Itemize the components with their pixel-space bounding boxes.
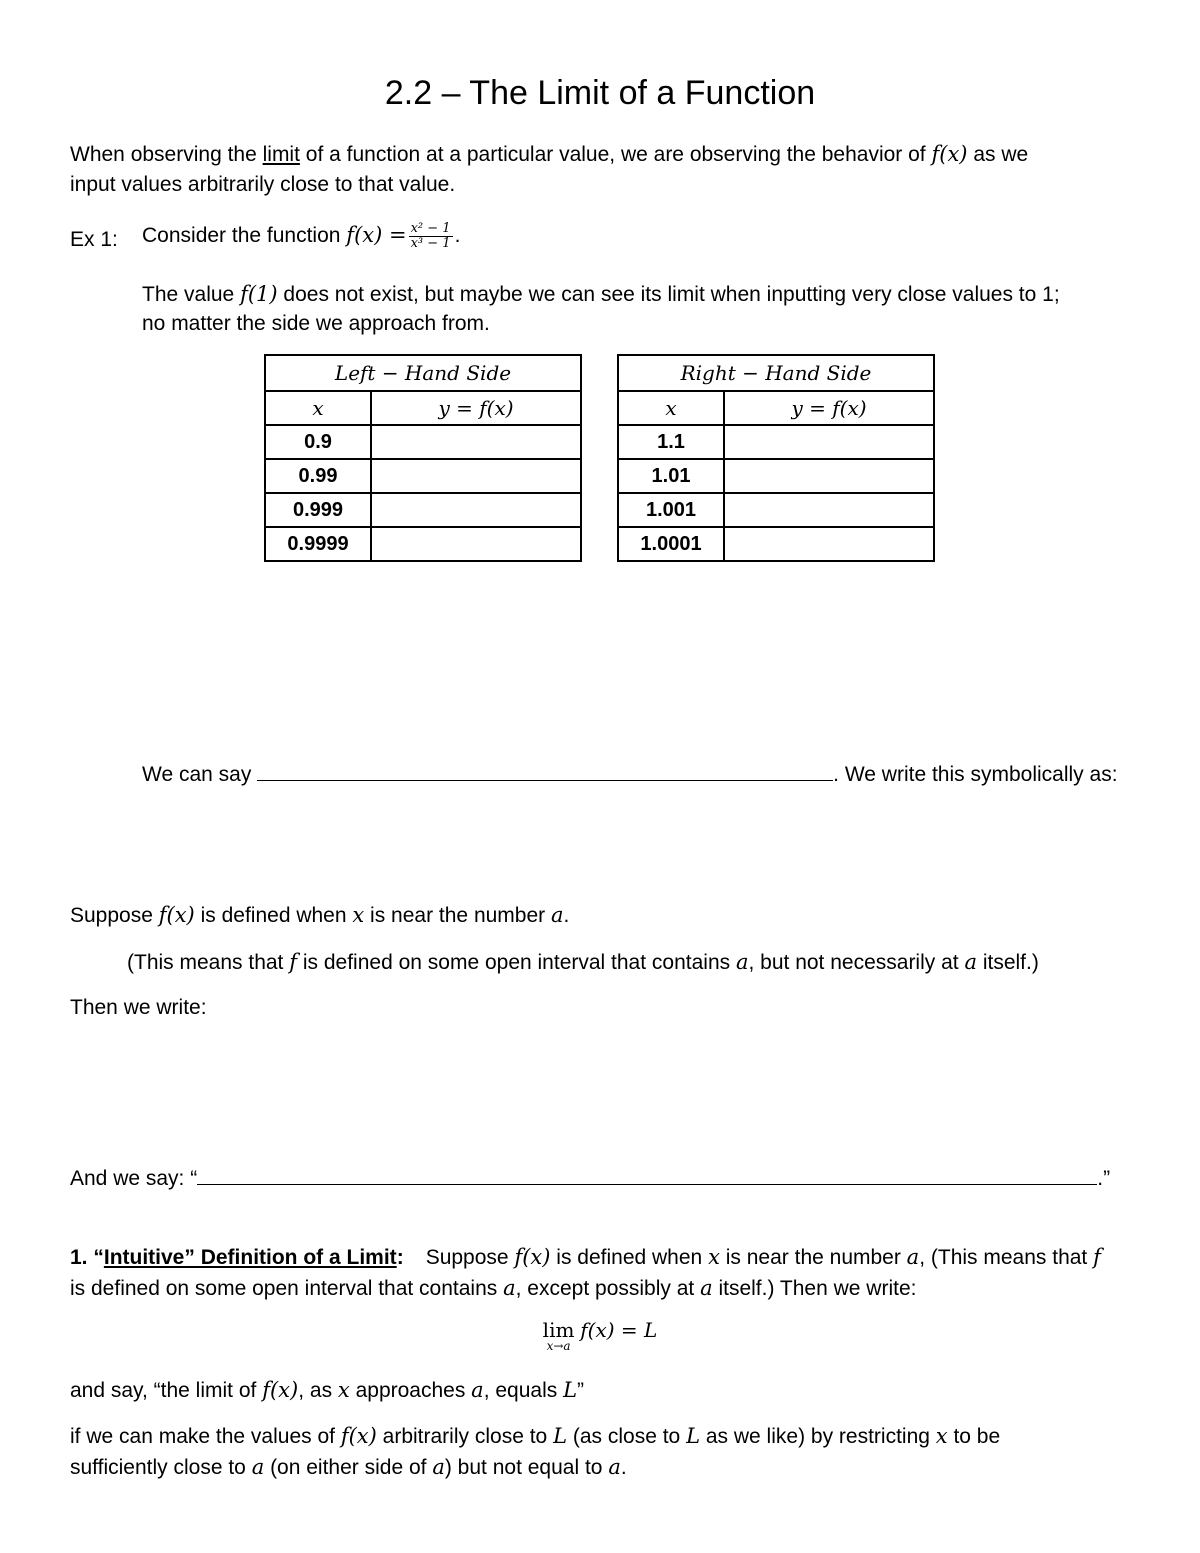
table-row (618, 493, 934, 527)
suppose-line (70, 903, 569, 928)
equals-sign: = (382, 223, 407, 248)
definition-text: itself.) Then we write: (712, 1277, 917, 1300)
math-a: a (503, 1276, 516, 1300)
and-say-text: , as (298, 1379, 338, 1402)
math-fx: f(x) (262, 1378, 299, 1402)
definition-number: 1. “ (70, 1246, 104, 1269)
math-fx: f(x) (346, 223, 383, 248)
y-value-blank[interactable] (371, 459, 581, 493)
table-row (618, 527, 934, 561)
if-we-text: sufficiently close to (70, 1456, 252, 1479)
math-a: a (608, 1455, 621, 1479)
math-f1: f(1) (240, 282, 278, 306)
left-hand-table (264, 354, 582, 562)
fraction-denominator: x³ − 1 (410, 236, 451, 251)
table-row (265, 425, 581, 459)
definition-text: , except possibly at (515, 1277, 701, 1300)
definition-line-1 (70, 1245, 1101, 1270)
math-L: L (563, 1378, 578, 1402)
definition-text: , (This means that (919, 1246, 1094, 1269)
intro-text: of a function at a particular value, we are observing the behavior of (299, 143, 932, 166)
y-value-blank[interactable] (724, 493, 934, 527)
x-value: 1.001 (618, 493, 724, 527)
value-text: The value (142, 283, 241, 306)
math-a: a (964, 950, 977, 974)
table-row (265, 459, 581, 493)
table-row (265, 493, 581, 527)
math-a: a (700, 1276, 713, 1300)
x-value: 1.0001 (618, 527, 724, 561)
math-a: a (735, 950, 749, 974)
definition-text: is defined when (550, 1246, 709, 1269)
definition-line-2 (70, 1276, 916, 1301)
we-can-say-text: We can say (142, 763, 258, 786)
means-line (127, 950, 1039, 975)
definition-text: is defined on some open interval that contains (70, 1277, 504, 1300)
math-L: L (553, 1424, 568, 1448)
means-text: is defined on some open interval that contains (297, 951, 736, 974)
lim-operator (543, 1318, 575, 1353)
table-header: Right − Hand Side (618, 355, 934, 391)
example-statement (142, 222, 460, 251)
column-header-x: x (618, 391, 724, 425)
and-we-say-text: And we say: “ (70, 1167, 198, 1190)
math-f: f (1093, 1245, 1101, 1269)
definition-text: is near the number (719, 1246, 907, 1269)
and-we-say-text: .” (1097, 1167, 1111, 1190)
math-fx: f(x) (931, 142, 968, 166)
if-we-text: ) but not equal to (444, 1456, 609, 1479)
if-we-text: (on either side of (264, 1456, 433, 1479)
y-value-blank[interactable] (724, 527, 934, 561)
definition-text: Suppose (425, 1246, 515, 1269)
means-text: itself.) (976, 951, 1039, 974)
math-a: a (906, 1245, 920, 1269)
intro-line-1 (70, 142, 1028, 167)
intro-text: When observing the (70, 143, 263, 166)
close-quote: ” (577, 1379, 585, 1402)
math-fx: f(x) (340, 1424, 377, 1448)
we-can-say-text: . We write this symbolically as: (833, 763, 1118, 786)
value-text: does not exist, but maybe we can see its limit when inputting very close values to 1; (277, 283, 1060, 306)
if-we-line-2 (70, 1455, 627, 1480)
and-say-line (70, 1378, 584, 1403)
period: . (454, 224, 461, 248)
y-value-blank[interactable] (724, 425, 934, 459)
if-we-text: if we can make the values of (70, 1425, 341, 1448)
math-a: a (251, 1455, 265, 1479)
fill-in-blank[interactable] (257, 780, 833, 781)
x-value: 0.9 (265, 425, 371, 459)
value-line-1 (142, 282, 1060, 307)
math-x: x (337, 1378, 350, 1402)
example-label: Ex 1: (70, 228, 118, 251)
and-say-text: approaches (349, 1379, 472, 1402)
fill-in-blank[interactable] (197, 1184, 1097, 1185)
suppose-text: Suppose (70, 904, 159, 927)
table-row (618, 425, 934, 459)
table-row (618, 459, 934, 493)
and-say-text: , equals (483, 1379, 564, 1402)
fraction-numerator: x² − 1 (410, 221, 451, 236)
math-a: a (432, 1455, 445, 1479)
suppose-text: is defined when (194, 904, 353, 927)
intro-line-2: input values arbitrarily close to that value. (70, 173, 456, 196)
page-title: 2.2 – The Limit of a Function (384, 74, 816, 112)
x-value: 0.9999 (265, 527, 371, 561)
and-we-say-line (70, 1167, 1110, 1191)
definition-colon: : (396, 1246, 404, 1269)
period: . (620, 1456, 627, 1479)
table-header: Left − Hand Side (265, 355, 581, 391)
x-value: 0.999 (265, 493, 371, 527)
suppose-text: is near the number (364, 904, 551, 927)
math-a: a (550, 903, 564, 927)
math-x: x (935, 1424, 948, 1448)
column-header-x: x (265, 391, 371, 425)
column-header-y: y = f(x) (724, 391, 934, 425)
x-value: 1.1 (618, 425, 724, 459)
if-we-text: (as close to (567, 1425, 687, 1448)
x-value: 1.01 (618, 459, 724, 493)
value-line-2: no matter the side we approach from. (142, 312, 490, 335)
math-x: x (708, 1245, 720, 1269)
math-f: f (289, 950, 298, 974)
right-hand-table (617, 354, 935, 562)
math-fx: f(x) (158, 903, 195, 927)
period: . (563, 904, 570, 927)
y-value-blank[interactable] (371, 425, 581, 459)
y-value-blank[interactable] (371, 493, 581, 527)
means-text: , but not necessarily at (748, 951, 965, 974)
function-fraction (409, 222, 453, 251)
intro-text: as we (967, 143, 1029, 166)
means-text: (This means that (127, 951, 290, 974)
table-row (265, 527, 581, 561)
math-fx: f(x) (514, 1245, 551, 1269)
x-value: 0.99 (265, 459, 371, 493)
then-we-write: Then we write: (70, 996, 207, 1019)
we-can-say-line (142, 763, 1118, 787)
example-text: Consider the function (142, 224, 347, 248)
lim-word: lim (542, 1318, 575, 1342)
column-header-y: y = f(x) (371, 391, 581, 425)
if-we-line-1 (70, 1424, 1000, 1449)
lim-subscript: x→a (546, 1339, 571, 1353)
math-L: L (686, 1424, 701, 1448)
limit-body: f(x) = L (580, 1318, 658, 1342)
limit-expression (0, 1318, 1200, 1353)
if-we-text: as we like) by restricting (700, 1425, 936, 1448)
if-we-text: arbitrarily close to (376, 1425, 554, 1448)
y-value-blank[interactable] (371, 527, 581, 561)
limit-term: limit (262, 143, 300, 166)
and-say-text: and say, “the limit of (70, 1379, 263, 1402)
if-we-text: to be (947, 1425, 1001, 1448)
definition-title: Intuitive” Definition of a Limit (103, 1246, 397, 1269)
math-a: a (471, 1378, 484, 1402)
math-x: x (352, 903, 365, 927)
y-value-blank[interactable] (724, 459, 934, 493)
